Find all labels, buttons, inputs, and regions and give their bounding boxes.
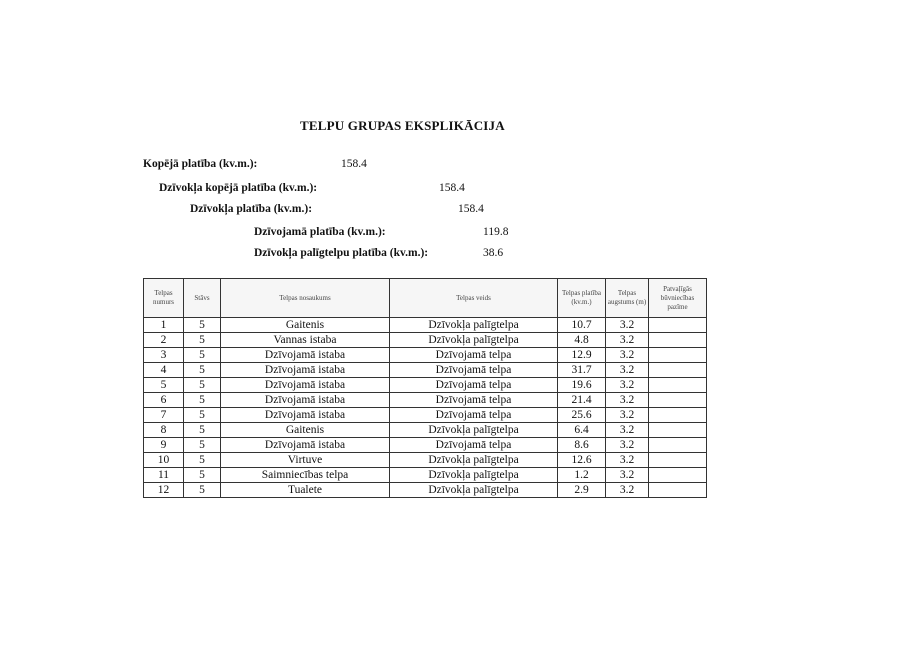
cell-floor: 5: [184, 348, 221, 363]
apartment-total-area-line: [159, 182, 465, 194]
cell-room-name: Dzīvojamā istaba: [221, 393, 390, 408]
auxiliary-area-label: Dzīvokļa palīgtelpu platība (kv.m.):: [254, 247, 429, 259]
cell-room-area: 19.6: [558, 378, 606, 393]
cell-room-area: 10.7: [558, 318, 606, 333]
auxiliary-area-value: 38.6: [483, 247, 504, 259]
living-area-label: Dzīvojamā platība (kv.m.):: [254, 226, 386, 238]
cell-room-type: Dzīvokļa palīgtelpa: [390, 468, 558, 483]
living-area-line: [254, 226, 509, 238]
cell-room-name: Dzīvojamā istaba: [221, 348, 390, 363]
table-row: [144, 318, 707, 333]
cell-unauthorized-mark: [649, 408, 707, 423]
total-area-value: 158.4: [341, 158, 367, 170]
table-row: [144, 348, 707, 363]
table-row: [144, 453, 707, 468]
header-room-height: Telpas augstums (m): [606, 279, 649, 318]
cell-room-number: 6: [144, 393, 184, 408]
cell-room-type: Dzīvojamā telpa: [390, 378, 558, 393]
cell-unauthorized-mark: [649, 468, 707, 483]
cell-room-number: 12: [144, 483, 184, 498]
cell-unauthorized-mark: [649, 318, 707, 333]
cell-room-number: 5: [144, 378, 184, 393]
cell-room-height: 3.2: [606, 423, 649, 438]
cell-floor: 5: [184, 333, 221, 348]
cell-room-number: 9: [144, 438, 184, 453]
cell-room-type: Dzīvokļa palīgtelpa: [390, 453, 558, 468]
header-room-type: Telpas veids: [390, 279, 558, 318]
cell-room-height: 3.2: [606, 468, 649, 483]
cell-room-area: 12.9: [558, 348, 606, 363]
table-row: [144, 393, 707, 408]
cell-room-area: 6.4: [558, 423, 606, 438]
cell-unauthorized-mark: [649, 378, 707, 393]
cell-floor: 5: [184, 318, 221, 333]
table-header-row: [144, 279, 707, 318]
apartment-area-label: Dzīvokļa platība (kv.m.):: [190, 203, 313, 215]
cell-room-name: Virtuve: [221, 453, 390, 468]
cell-room-area: 4.8: [558, 333, 606, 348]
cell-room-height: 3.2: [606, 333, 649, 348]
cell-floor: 5: [184, 363, 221, 378]
header-room-area: Telpas platība (kv.m.): [558, 279, 606, 318]
cell-unauthorized-mark: [649, 438, 707, 453]
cell-unauthorized-mark: [649, 348, 707, 363]
total-area-label: Kopējā platība (kv.m.):: [143, 158, 258, 170]
cell-room-type: Dzīvojamā telpa: [390, 408, 558, 423]
cell-room-name: Gaitenis: [221, 423, 390, 438]
cell-unauthorized-mark: [649, 453, 707, 468]
cell-room-number: 3: [144, 348, 184, 363]
table-row: [144, 423, 707, 438]
cell-floor: 5: [184, 393, 221, 408]
cell-room-area: 1.2: [558, 468, 606, 483]
cell-floor: 5: [184, 408, 221, 423]
room-explication-table: [143, 278, 707, 498]
cell-unauthorized-mark: [649, 333, 707, 348]
cell-room-area: 25.6: [558, 408, 606, 423]
cell-room-height: 3.2: [606, 408, 649, 423]
table-row: [144, 483, 707, 498]
cell-room-area: 2.9: [558, 483, 606, 498]
apartment-area-line: [190, 203, 484, 215]
living-area-value: 119.8: [483, 226, 509, 238]
cell-room-area: 12.6: [558, 453, 606, 468]
header-room-name: Telpas nosaukums: [221, 279, 390, 318]
cell-room-area: 21.4: [558, 393, 606, 408]
cell-floor: 5: [184, 423, 221, 438]
cell-room-height: 3.2: [606, 348, 649, 363]
cell-room-type: Dzīvokļa palīgtelpa: [390, 483, 558, 498]
total-area-line: [143, 158, 367, 170]
table-row: [144, 333, 707, 348]
cell-room-type: Dzīvokļa palīgtelpa: [390, 333, 558, 348]
cell-room-height: 3.2: [606, 438, 649, 453]
cell-room-number: 2: [144, 333, 184, 348]
apartment-total-area-value: 158.4: [439, 182, 465, 194]
cell-room-type: Dzīvojamā telpa: [390, 438, 558, 453]
cell-unauthorized-mark: [649, 483, 707, 498]
cell-floor: 5: [184, 483, 221, 498]
header-floor: Stāvs: [184, 279, 221, 318]
cell-room-name: Vannas istaba: [221, 333, 390, 348]
cell-room-number: 11: [144, 468, 184, 483]
document-title: TELPU GRUPAS EKSPLIKĀCIJA: [300, 118, 505, 133]
cell-room-name: Gaitenis: [221, 318, 390, 333]
cell-room-name: Saimniecības telpa: [221, 468, 390, 483]
cell-floor: 5: [184, 438, 221, 453]
cell-room-type: Dzīvojamā telpa: [390, 348, 558, 363]
cell-room-height: 3.2: [606, 483, 649, 498]
cell-room-number: 1: [144, 318, 184, 333]
cell-room-name: Dzīvojamā istaba: [221, 408, 390, 423]
cell-room-name: Dzīvojamā istaba: [221, 438, 390, 453]
cell-room-height: 3.2: [606, 363, 649, 378]
cell-room-type: Dzīvojamā telpa: [390, 393, 558, 408]
cell-floor: 5: [184, 453, 221, 468]
cell-room-area: 8.6: [558, 438, 606, 453]
cell-room-number: 8: [144, 423, 184, 438]
cell-room-number: 4: [144, 363, 184, 378]
cell-room-name: Dzīvojamā istaba: [221, 378, 390, 393]
header-unauthorized-construction: Patvaļīgās būvniecības pazīme: [649, 279, 707, 318]
table-row: [144, 363, 707, 378]
cell-unauthorized-mark: [649, 423, 707, 438]
cell-room-height: 3.2: [606, 318, 649, 333]
cell-room-type: Dzīvokļa palīgtelpa: [390, 423, 558, 438]
table-row: [144, 408, 707, 423]
cell-floor: 5: [184, 468, 221, 483]
apartment-total-area-label: Dzīvokļa kopējā platība (kv.m.):: [159, 182, 318, 194]
cell-unauthorized-mark: [649, 393, 707, 408]
cell-unauthorized-mark: [649, 363, 707, 378]
cell-floor: 5: [184, 378, 221, 393]
cell-room-name: Tualete: [221, 483, 390, 498]
table-row: [144, 468, 707, 483]
cell-room-height: 3.2: [606, 393, 649, 408]
cell-room-height: 3.2: [606, 453, 649, 468]
table-row: [144, 438, 707, 453]
auxiliary-area-line: [254, 247, 504, 259]
cell-room-number: 10: [144, 453, 184, 468]
cell-room-name: Dzīvojamā istaba: [221, 363, 390, 378]
cell-room-type: Dzīvojamā telpa: [390, 363, 558, 378]
header-room-number: Telpas numurs: [144, 279, 184, 318]
cell-room-area: 31.7: [558, 363, 606, 378]
cell-room-number: 7: [144, 408, 184, 423]
cell-room-type: Dzīvokļa palīgtelpa: [390, 318, 558, 333]
table-row: [144, 378, 707, 393]
apartment-area-value: 158.4: [458, 203, 484, 215]
cell-room-height: 3.2: [606, 378, 649, 393]
